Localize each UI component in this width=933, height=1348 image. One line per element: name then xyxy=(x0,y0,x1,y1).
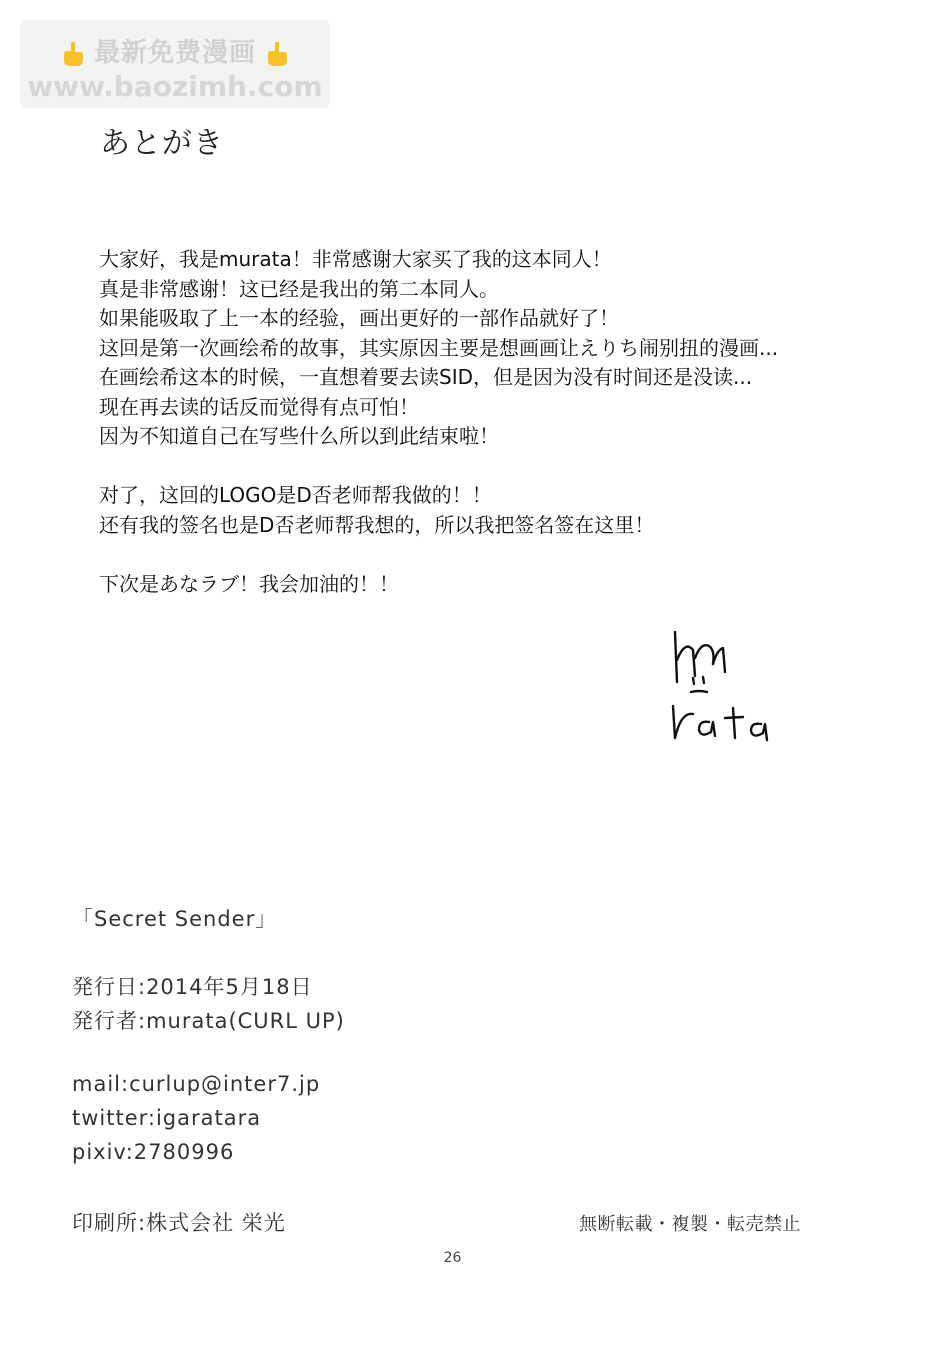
watermark-title: 最新免费漫画 xyxy=(93,38,256,68)
body-line: 因为不知道自己在写些什么所以到此结束啦！ xyxy=(99,424,499,448)
paragraph-gap xyxy=(99,452,899,482)
body-line: 真是非常感谢！这已经是我出的第二本同人。 xyxy=(99,276,499,301)
body-line: 现在再去读的话反而觉得有点可怕！ xyxy=(99,394,419,419)
watermark-url: www.baozimh.com xyxy=(27,70,323,103)
pointing-hand-icon xyxy=(266,41,288,67)
contact-mail: mail:curlup@inter7.jp xyxy=(72,1072,321,1096)
copyright-notice: 無断転載・複製・転売禁止 xyxy=(579,1214,801,1235)
contact-twitter: twitter:igaratara xyxy=(72,1106,262,1130)
body-line: 这回是第一次画绘希的故事，其实原因主要是想画画让えりち闹别扭的漫画... xyxy=(99,335,779,360)
paragraph-gap xyxy=(99,540,899,570)
publisher: 発行者:murata(CURL UP) xyxy=(72,1009,345,1033)
page-heading: あとがき xyxy=(100,126,224,161)
page-number: 26 xyxy=(443,1250,462,1266)
printer: 印刷所:株式会社 栄光 xyxy=(72,1211,286,1235)
body-line: 对了，这回的LOGO是D否老师帮我做的！！ xyxy=(99,483,492,507)
pointing-hand-icon xyxy=(62,41,84,67)
body-line: 下次是あなラブ！我会加油的！！ xyxy=(99,571,399,596)
book-title: 「Secret Sender」 xyxy=(72,907,278,931)
body-line: 如果能吸取了上一本的经验，画出更好的一部作品就好了！ xyxy=(99,306,619,330)
body-line: 大家好，我是murata！非常感谢大家买了我的这本同人！ xyxy=(99,247,612,271)
handwritten-signature xyxy=(665,620,785,755)
afterword-body xyxy=(99,245,899,599)
body-line: 还有我的签名也是D否老师帮我想的，所以我把签名签在这里！ xyxy=(99,512,655,537)
watermark-badge xyxy=(20,20,330,108)
release-date: 発行日:2014年5月18日 xyxy=(72,975,313,999)
contact-pixiv: pixiv:2780996 xyxy=(72,1140,235,1164)
body-line: 在画绘希这本的时候，一直想着要去读SID，但是因为没有时间还是没读... xyxy=(99,365,753,389)
